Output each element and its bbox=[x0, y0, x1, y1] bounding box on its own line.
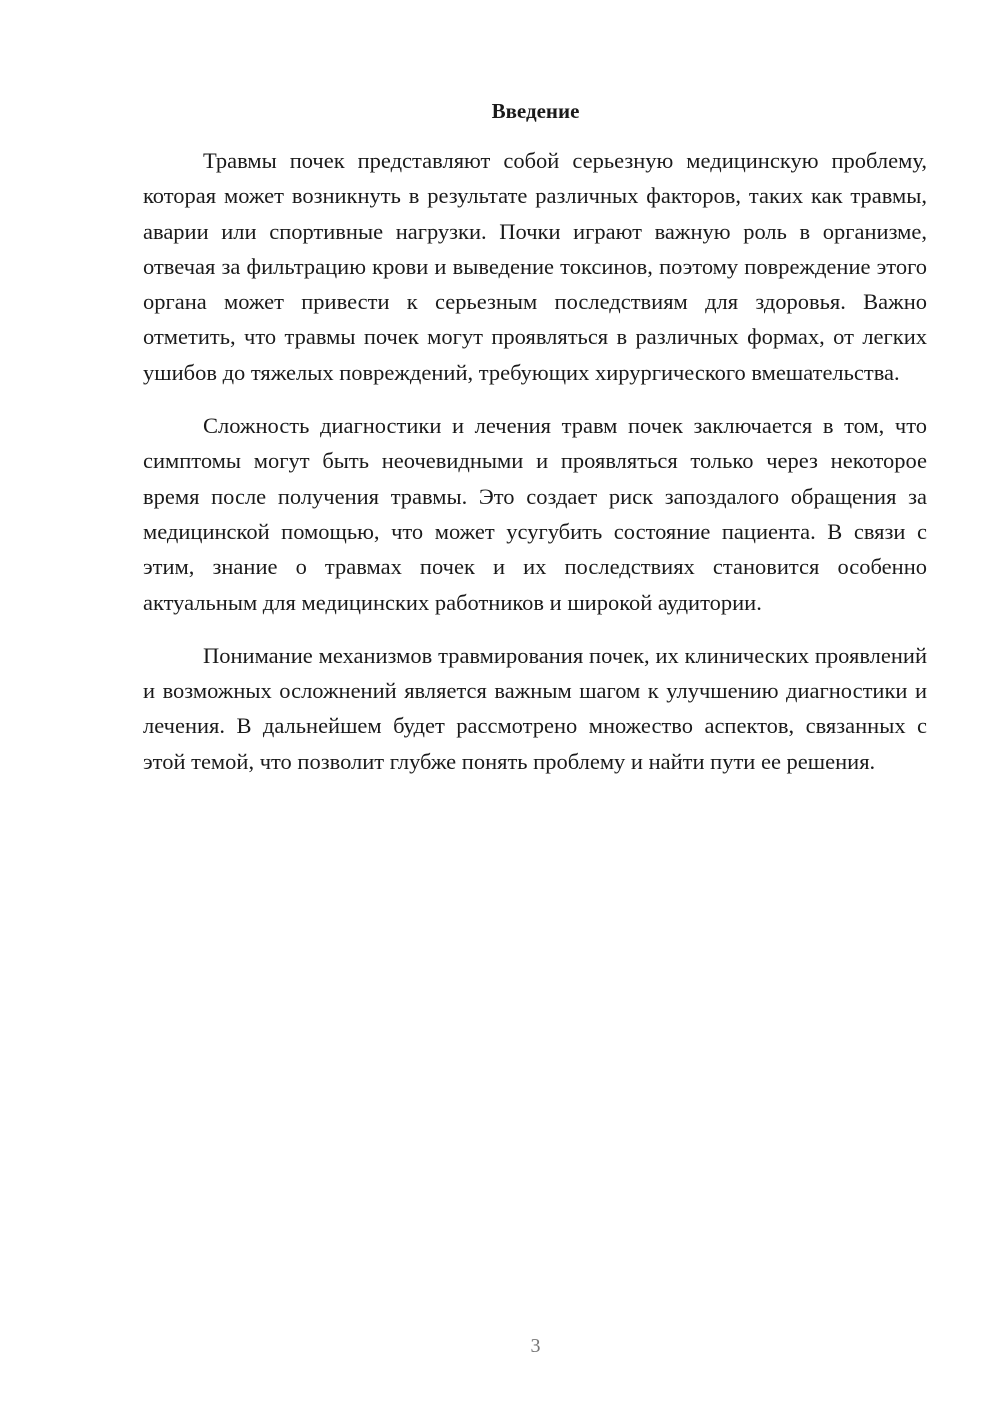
page-number: 3 bbox=[530, 1335, 541, 1357]
paragraph-1: Травмы почек представляют собой серьезную медицинскую проблему, которая может возникнуть в результате различных факторов, таких как травмы, аварии или спортивные нагрузки. Почки играют важную роль в организме, отвечая за фильтрацию крови и выведение токсинов, поэтому повреждение этого органа может привести к серьезным последствиям для здоровья. Важно отметить, что травмы почек могут проявляться в различных формах, от легких ушибов до тяжелых повреждений, требующих хирургического вмешательства. bbox=[143, 148, 927, 385]
body-text bbox=[143, 143, 927, 797]
section-heading: Введение bbox=[491, 99, 580, 123]
paragraph-2: Сложность диагностики и лечения травм почек заключается в том, что симптомы могут быть неочевидными и проявляться только через некоторое время после получения травмы. Это создает риск запоздалого обращения за медицинской помощью, что может усугубить состояние пациента. В связи с этим, знание о травмах почек и их последствиях становится особенно актуальным для медицинских работников и широкой аудитории. bbox=[143, 413, 927, 615]
paragraph-3: Понимание механизмов травмирования почек, их клинических проявлений и возможных осложнений является важным шагом к улучшению диагностики и лечения. В дальнейшем будет рассмотрено множество аспектов, связанных с этой темой, что позволит глубже понять проблему и найти пути ее решения. bbox=[143, 642, 927, 774]
